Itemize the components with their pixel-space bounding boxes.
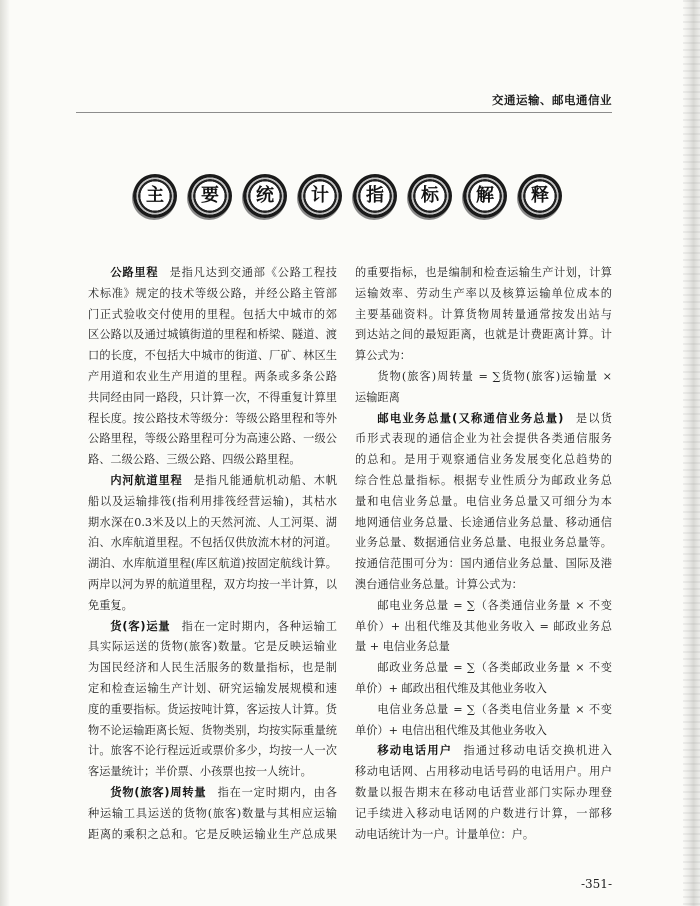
text-line bbox=[355, 679, 612, 700]
title-character: 指 bbox=[366, 185, 384, 206]
text-line bbox=[88, 825, 337, 846]
text-line bbox=[355, 533, 612, 554]
text-line bbox=[355, 596, 612, 617]
line-text: 是指凡达到交通部《公路工程技 bbox=[169, 266, 337, 279]
text-line bbox=[355, 471, 612, 492]
line-text: 度的重要指标。货运按吨计算，客运按人计算。货 bbox=[88, 702, 337, 716]
text-line bbox=[355, 513, 612, 534]
line-text: 邮政业务总量 = ∑（各类邮政业务量 × 不变 bbox=[377, 661, 612, 675]
text-line bbox=[88, 762, 337, 783]
text-line bbox=[355, 429, 612, 450]
text-line bbox=[88, 700, 337, 721]
text-line bbox=[88, 617, 337, 638]
line-text: 程长度。按公路技术等级分：等级公路里程和等外 bbox=[88, 411, 337, 425]
line-text: 按通信范围可分为：国内通信业务总量、国际及港 bbox=[355, 557, 612, 571]
text-line bbox=[88, 367, 337, 388]
text-block bbox=[355, 367, 612, 409]
line-text: 术标准》规定的技术等级公路，并经公路主管部 bbox=[88, 286, 337, 300]
text-line bbox=[88, 450, 337, 471]
text-line bbox=[355, 263, 612, 284]
text-line bbox=[355, 554, 612, 575]
term-heading: 内河航道里程 bbox=[110, 473, 183, 487]
term-heading: 公路里程 bbox=[110, 266, 159, 279]
line-text: 指通过移动电话交换机进入 bbox=[463, 744, 612, 758]
line-text: 的重要指标，也是编制和检查运输生产计划，计算 bbox=[355, 266, 612, 279]
text-line bbox=[88, 721, 337, 742]
text-line bbox=[355, 721, 612, 742]
line-text: 单价）+ 邮政出租代维及其他业务收入 bbox=[355, 681, 547, 695]
line-text: 共同经由同一路段，只计算一次，不得重复计算里 bbox=[88, 390, 337, 404]
line-text: 量 + 电信业务总量 bbox=[355, 640, 450, 654]
line-text: 物不论运输距离长短、货物类别，均按实际重量统 bbox=[88, 723, 337, 737]
line-text: 主要基础资料。计算货物周转量通常按发出站与 bbox=[355, 307, 612, 321]
line-text: 免重复。 bbox=[88, 598, 133, 612]
line-text: 口的长度，不包括大中城市的街道、厂矿、林区生 bbox=[88, 349, 337, 363]
text-line bbox=[88, 325, 337, 346]
title-badge bbox=[298, 174, 342, 218]
text-line bbox=[88, 596, 337, 617]
term-paragraph bbox=[88, 617, 337, 783]
text-line bbox=[355, 346, 612, 367]
section-title bbox=[133, 174, 562, 218]
line-text: 算公式为： bbox=[355, 349, 411, 363]
text-line bbox=[355, 617, 612, 638]
text-line bbox=[88, 658, 337, 679]
term-paragraph bbox=[88, 263, 337, 471]
page-number: -351- bbox=[580, 877, 612, 891]
line-text: 定和检查运输生产计划、研究运输发展规模和速 bbox=[88, 681, 337, 695]
text-line bbox=[355, 637, 612, 658]
line-text: 记手续进入移动电话网的户数进行计算，一部移 bbox=[355, 806, 612, 820]
line-text: 的总和。是用于观察通信业务发展变化总趋势的 bbox=[355, 453, 612, 467]
line-text: 地网通信业务总量、长途通信业务总量、移动通信 bbox=[355, 515, 612, 529]
body-column-right bbox=[355, 263, 612, 845]
term-paragraph bbox=[355, 741, 612, 845]
text-line bbox=[355, 825, 612, 846]
line-text: 单价）+ 电信出租代维及其他业务收入 bbox=[355, 723, 547, 737]
text-line bbox=[88, 284, 337, 305]
title-character: 解 bbox=[476, 185, 494, 206]
text-line bbox=[355, 783, 612, 804]
text-block bbox=[355, 658, 612, 700]
term-heading: 邮电业务总量(又称通信业务总量) bbox=[377, 411, 564, 425]
line-text: 湖泊、水库航道里程(库区航道)按固定航线计算。 bbox=[88, 557, 337, 571]
line-text: 量和电信业务总量。电信业务总量又可细分为本 bbox=[355, 494, 612, 508]
text-line bbox=[355, 492, 612, 513]
line-text: 货物(旅客)周转量 = ∑货物(旅客)运输量 × bbox=[377, 369, 612, 383]
text-line bbox=[355, 305, 612, 326]
title-character: 统 bbox=[256, 185, 274, 206]
line-text: 是指凡能通航机动船、木帆 bbox=[193, 473, 337, 487]
line-text: 产用道和农业生产用道的里程。两条或多条公路 bbox=[88, 369, 337, 383]
line-text: 客运量统计；半价票、小孩票也按一人统计。 bbox=[88, 765, 312, 779]
line-text: 期水深在0.3米及以上的天然河流、人工河渠、湖 bbox=[88, 515, 337, 529]
text-line bbox=[88, 783, 337, 804]
title-character: 要 bbox=[201, 185, 219, 206]
text-line bbox=[88, 804, 337, 825]
text-line bbox=[88, 741, 337, 762]
line-text: 动电话统计为一户。计量单位：户。 bbox=[355, 827, 535, 841]
line-text: 区公路以及通过城镇街道的里程和桥梁、隧道、渡 bbox=[88, 328, 337, 342]
line-text: 移动电话网、占用移动电话号码的电话用户。用户 bbox=[355, 765, 612, 779]
line-text: 两岸以河为界的航道里程，双方均按一半计算，以 bbox=[88, 577, 337, 591]
text-line bbox=[88, 471, 337, 492]
text-line bbox=[88, 533, 337, 554]
line-text: 为国民经济和人民生活服务的数量指标，也是制 bbox=[88, 661, 337, 675]
line-text: 电信业务总量 = ∑（各类电信业务量 × 不变 bbox=[377, 702, 612, 716]
title-badge bbox=[463, 174, 507, 218]
title-badge bbox=[353, 174, 397, 218]
line-text: 船以及运输排筏(指利用排筏经营运输)，其枯水 bbox=[88, 494, 337, 508]
text-block bbox=[355, 263, 612, 367]
text-line bbox=[355, 804, 612, 825]
text-line bbox=[355, 388, 612, 409]
title-badge bbox=[133, 174, 177, 218]
text-block bbox=[355, 596, 612, 658]
line-text: 具实际运送的货物(旅客)数量。它是反映运输业 bbox=[88, 640, 337, 654]
text-line bbox=[88, 263, 337, 284]
line-text: 门正式验收交付使用的里程。包括大中城市的郊 bbox=[88, 307, 337, 321]
line-text: 公路里程，等级公路里程可分为高速公路、一级公 bbox=[88, 432, 337, 446]
text-line bbox=[88, 679, 337, 700]
term-paragraph bbox=[88, 471, 337, 617]
text-line bbox=[88, 305, 337, 326]
title-character: 释 bbox=[531, 185, 549, 206]
body-column-left bbox=[88, 263, 337, 845]
title-badge bbox=[408, 174, 452, 218]
term-paragraph bbox=[88, 783, 337, 845]
text-line bbox=[88, 388, 337, 409]
title-character: 主 bbox=[146, 185, 164, 206]
section-header: 交通运输、邮电通信业 bbox=[492, 93, 612, 107]
line-text: 是以货 bbox=[574, 411, 612, 425]
text-line bbox=[88, 575, 337, 596]
line-text: 到达站之间的最短距离，也就是计费距离计算。计 bbox=[355, 328, 612, 342]
text-line bbox=[355, 575, 612, 596]
text-line bbox=[88, 554, 337, 575]
text-line bbox=[88, 492, 337, 513]
text-line bbox=[355, 741, 612, 762]
line-text: 邮电业务总量 = ∑（各类通信业务量 × 不变 bbox=[377, 598, 612, 612]
scan-edge-right bbox=[683, 0, 700, 906]
text-line bbox=[88, 346, 337, 367]
term-heading: 货物(旅客)周转量 bbox=[110, 785, 207, 799]
text-line bbox=[88, 637, 337, 658]
text-line bbox=[355, 658, 612, 679]
text-line bbox=[88, 429, 337, 450]
line-text: 路、二级公路、三级公路、四级公路里程。 bbox=[88, 453, 301, 467]
term-paragraph bbox=[355, 409, 612, 596]
text-line bbox=[355, 367, 612, 388]
title-character: 标 bbox=[421, 185, 439, 206]
header-rule bbox=[76, 112, 612, 113]
line-text: 计。旅客不论行程远近或票价多少，均按一人一次 bbox=[88, 744, 337, 758]
line-text: 指在一定时期内，各种运输工 bbox=[181, 619, 337, 633]
title-badge bbox=[243, 174, 287, 218]
line-text: 指在一定时期内，由各 bbox=[217, 785, 337, 799]
line-text: 综合性总量指标。根据专业性质分为邮政业务总 bbox=[355, 473, 612, 487]
line-text: 业务总量、数据通信业务总量、电报业务总量等。 bbox=[355, 536, 612, 550]
text-line bbox=[355, 284, 612, 305]
text-line bbox=[355, 762, 612, 783]
title-badge bbox=[518, 174, 562, 218]
term-heading: 移动电话用户 bbox=[377, 744, 453, 758]
term-heading: 货(客)运量 bbox=[110, 619, 171, 633]
line-text: 币形式表现的通信企业为社会提供各类通信服务 bbox=[355, 432, 612, 446]
line-text: 澳台通信业务总量。计算公式为： bbox=[355, 577, 523, 591]
line-text: 单价）+ 出租代维及其他业务收入 = 邮政业务总 bbox=[355, 619, 612, 633]
title-badge bbox=[188, 174, 232, 218]
text-block bbox=[355, 700, 612, 742]
text-line bbox=[355, 700, 612, 721]
text-line bbox=[355, 450, 612, 471]
text-line bbox=[355, 325, 612, 346]
line-text: 数量以报告期末在移动电话营业部门实际办理登 bbox=[355, 785, 612, 799]
line-text: 泊、水库航道里程。不包括仅供放流木材的河道。 bbox=[88, 536, 337, 550]
line-text: 距离的乘积之总和。它是反映运输业生产总成果 bbox=[88, 827, 337, 841]
line-text: 种运输工具运送的货物(旅客)数量与其相应运输 bbox=[88, 806, 337, 820]
line-text: 运输距离 bbox=[355, 390, 400, 404]
line-text: 运输效率、劳动生产率以及核算运输单位成本的 bbox=[355, 286, 612, 300]
scan-edge-left bbox=[0, 0, 10, 906]
title-character: 计 bbox=[311, 185, 329, 206]
text-line bbox=[88, 513, 337, 534]
text-line bbox=[355, 409, 612, 430]
text-line bbox=[88, 409, 337, 430]
